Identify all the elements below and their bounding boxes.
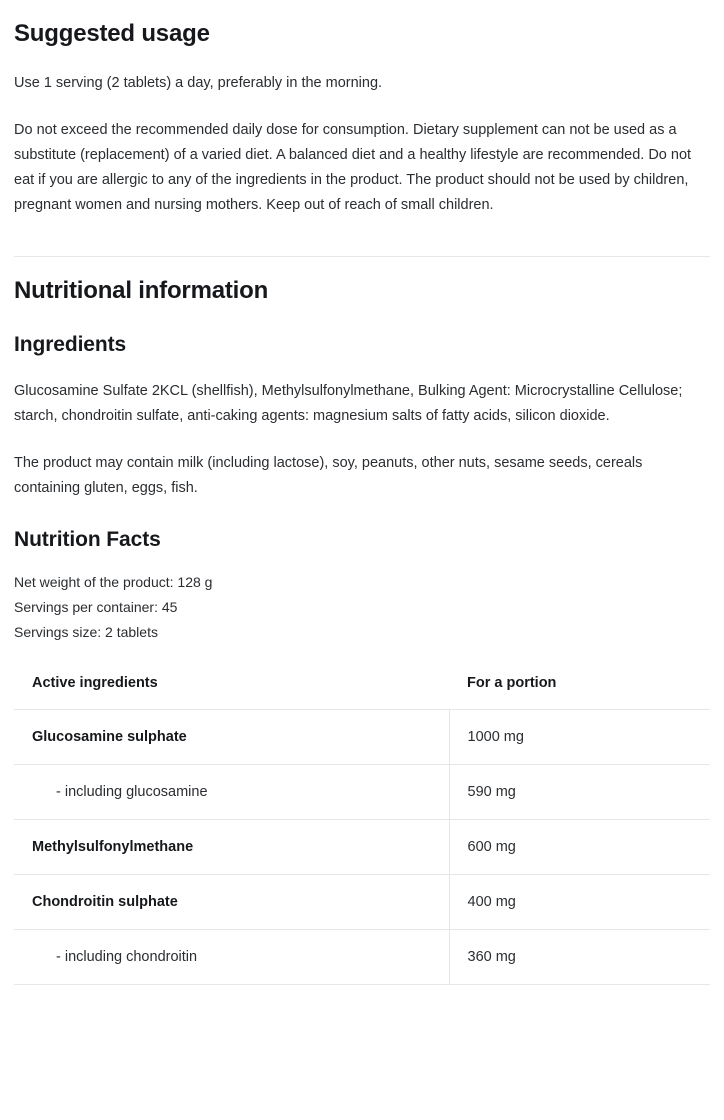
ingredients-allergens-paragraph: The product may contain milk (including lactose), soy, peanuts, other nuts, sesame seeds, cereals containing gluten, eggs, fish. xyxy=(14,454,643,496)
ingredient-name: Chondroitin sulphate xyxy=(14,874,449,929)
product-info-page xyxy=(0,20,724,985)
suggested-usage-heading: Suggested usage xyxy=(14,20,210,47)
ingredient-amount: 600 mg xyxy=(449,819,710,874)
ingredient-name: Glucosamine sulphate xyxy=(14,709,449,764)
table-row xyxy=(14,709,710,764)
ingredients-heading: Ingredients xyxy=(14,332,127,356)
nutrition-facts-heading: Nutrition Facts xyxy=(14,527,161,551)
nutrition-facts-table xyxy=(14,667,710,985)
ingredient-amount: 400 mg xyxy=(449,874,710,929)
net-weight-line: Net weight of the product: 128 g xyxy=(14,573,213,590)
ingredient-amount: 590 mg xyxy=(449,764,710,819)
column-header-for-a-portion: For a portion xyxy=(467,674,557,691)
column-header-active-ingredients: Active ingredients xyxy=(32,674,158,691)
nutritional-information-heading: Nutritional information xyxy=(14,276,269,304)
suggested-usage-paragraph-2: Do not exceed the recommended daily dose for consumption. Dietary supplement can not be used as a substitute (replacement) of a varied diet. A balanced diet and a healthy lifestyle are recommended. Do not eat if you are allergic to any of the ingredients in the product. The product should not be used by children, pregnant women and nursing mothers. Keep out of reach of small children. xyxy=(14,121,692,213)
table-row xyxy=(14,819,710,874)
serving-size-line: Servings size: 2 tablets xyxy=(14,623,158,640)
ingredient-name: - including chondroitin xyxy=(14,929,449,984)
ingredients-paragraph-1: Glucosamine Sulfate 2KCL (shellfish), Methylsulfonylmethane, Bulking Agent: Microcrystalline Cellulose; starch, chondroitin sulfate, anti-caking agents: magnesium salts of fatty acids, silicon dioxide. xyxy=(14,382,683,424)
nutrition-facts-summary xyxy=(14,570,710,645)
ingredient-name: Methylsulfonylmethane xyxy=(14,819,449,874)
table-row xyxy=(14,874,710,929)
ingredient-name: - including glucosamine xyxy=(14,764,449,819)
ingredient-amount: 360 mg xyxy=(449,929,710,984)
section-divider xyxy=(14,256,710,257)
table-header-row xyxy=(14,667,710,710)
ingredient-amount: 1000 mg xyxy=(449,709,710,764)
table-row xyxy=(14,929,710,984)
table-row xyxy=(14,764,710,819)
servings-per-container-line: Servings per container: 45 xyxy=(14,598,178,615)
suggested-usage-paragraph-1: Use 1 serving (2 tablets) a day, preferably in the morning. xyxy=(14,74,383,91)
